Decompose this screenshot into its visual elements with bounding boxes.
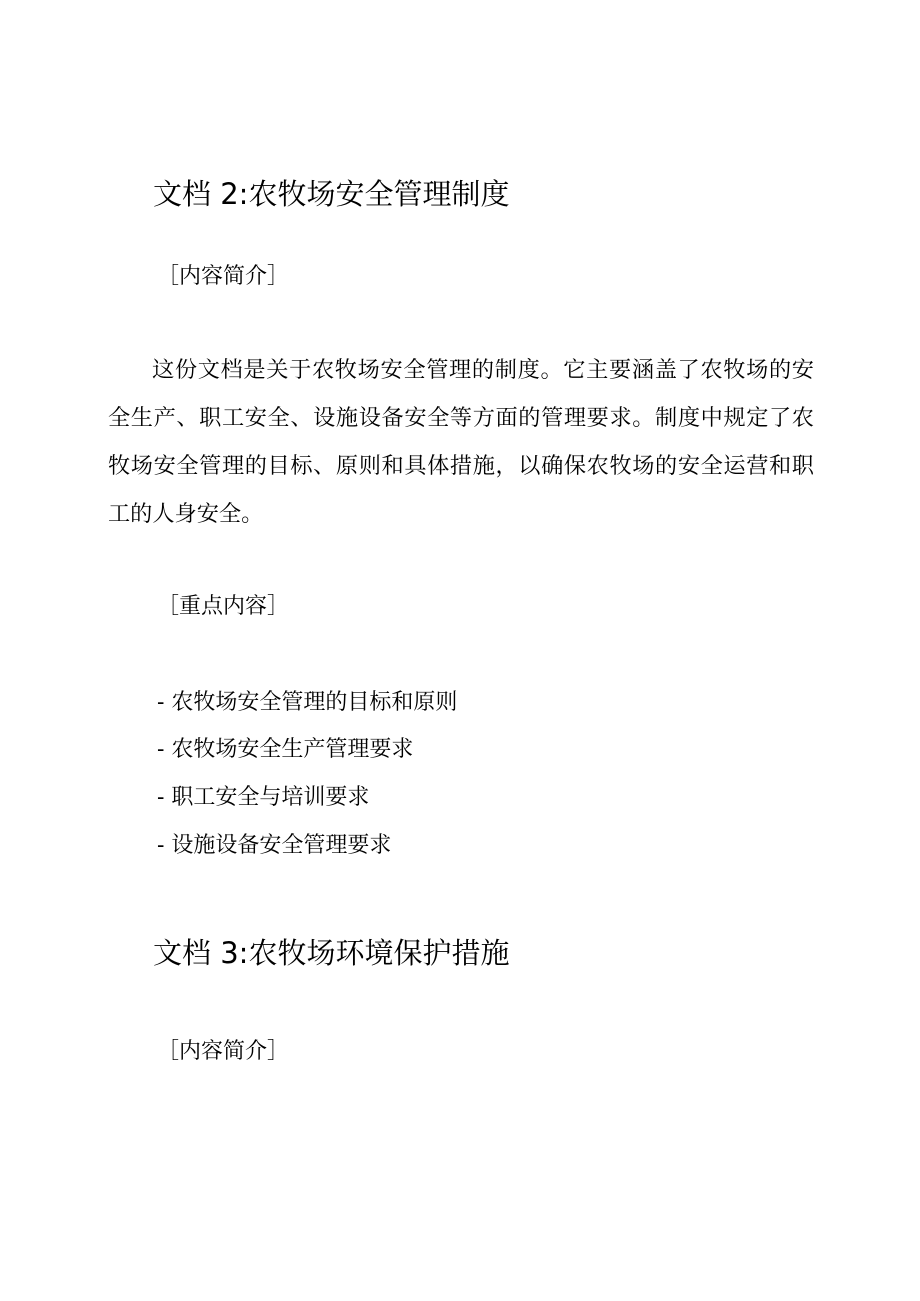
doc2-key-item: - 设施设备安全管理要求 bbox=[157, 833, 392, 858]
doc2-key-item: - 农牧场安全管理的目标和原则 bbox=[157, 690, 458, 715]
doc2-intro-paragraph: 这份文档是关于农牧场安全管理的制度。它主要涵盖了农牧场的安全生产、职工安全、设施设备安全等方面的管理要求。制度中规定了农牧场安全管理的目标、原则和具体措施，以确保农牧场的安全运营和职工的人身安全。 bbox=[108, 357, 814, 527]
doc2-title: 文档 2:农牧场安全管理制度 bbox=[153, 177, 510, 211]
doc2-intro-label: ［内容简介］ bbox=[157, 264, 290, 289]
doc3-title: 文档 3:农牧场环境保护措施 bbox=[153, 936, 510, 970]
doc2-key-label: ［重点内容］ bbox=[157, 594, 290, 619]
doc2-key-item: - 职工安全与培训要求 bbox=[157, 785, 370, 810]
doc3-intro-label: ［内容简介］ bbox=[157, 1039, 290, 1064]
doc2-key-item: - 农牧场安全生产管理要求 bbox=[157, 737, 414, 762]
